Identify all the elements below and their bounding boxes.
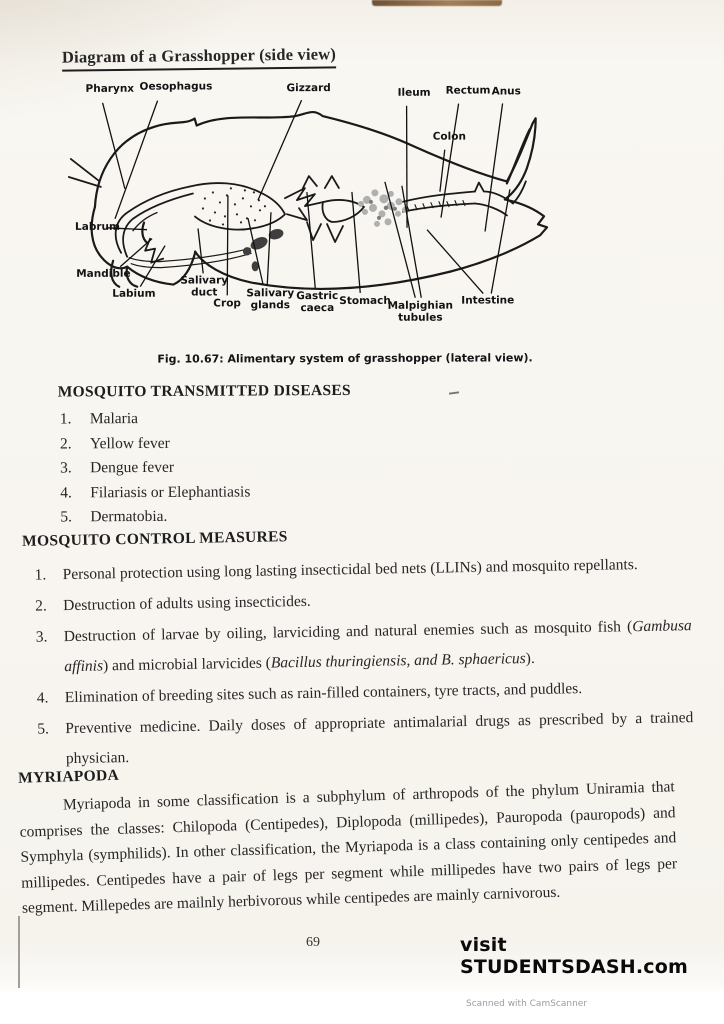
list-item [35,611,692,682]
section-control-measures [22,521,694,776]
label-labium: Labium [112,287,156,300]
list-item [58,405,618,432]
list-item [58,478,618,505]
label-rectum: Rectum [445,84,491,97]
item-text: Destruction of adults using insecticides. [63,592,311,615]
item-text: Dengue fever [90,458,175,477]
item-number: 4. [36,689,49,707]
label-anus: Anus [491,85,521,98]
control-list [34,549,694,774]
item-number: 4. [60,483,72,501]
item-number: 3. [60,459,72,477]
myriapoda-heading: MYRIAPODA [17,766,120,787]
item-number: 5. [37,720,50,738]
figure-title: Diagram of a Grasshopper (side view) [62,44,336,71]
label-intestine: Intestine [461,294,515,307]
item-text-mid: ) and microbial larvicides ( [102,654,272,675]
label-gizzard: Gizzard [286,82,331,95]
item-text-italic: Gambusa affinis [64,617,692,676]
item-text: Elimination of breeding sites such as rain-filled containers, tyre tracts, and puddles. [64,680,583,707]
item-text: Dermatobia. [90,507,168,526]
item-number: 1. [59,410,72,428]
camscanner-credit: Scanned with CamScanner [466,999,588,1009]
leader-lines [103,99,511,298]
item-text-pre: Destruction of larvae by oiling, larviciding and natural enemies such as mosquito fish ( [63,618,633,646]
item-number: 2. [59,434,72,452]
grasshopper-figure [55,79,631,359]
studentsdash-watermark: visit STUDENTSDASH.com [460,934,688,978]
label-labrum: Labrum [75,220,120,233]
label-mandible: Mandible [76,267,131,280]
item-number: 2. [35,597,47,615]
item-text: Personal protection using long lasting insecticidal bed nets (LLINs) and mosquito repellants. [62,556,638,584]
section-diseases [58,381,619,530]
scan-edge-artifact [372,0,502,6]
label-stomach: Stomach [339,294,391,308]
item-text: Malaria [89,410,139,428]
label-pharynx: Pharynx [85,82,135,95]
grasshopper-drawing [55,79,631,359]
label-salivary-glands: Salivary glands [246,287,295,311]
label-malpighian-tubules: Malpighian tubules [387,299,454,324]
list-item [58,454,618,481]
item-number: 1. [34,566,47,584]
label-ileum: Ileum [397,86,431,99]
diseases-heading: MOSQUITO TRANSMITTED DISEASES [57,381,351,401]
item-text: Yellow fever [89,434,170,452]
figure-caption: Fig. 10.67: Alimentary system of grasshopper (lateral view). [157,351,533,366]
label-gastric-caeca: Gastric caeca [296,290,339,314]
myriapoda-paragraph: Myriapoda in some classification is a subphylum of arthropods of the phylum Uniramia that comprises the classes: Chilopoda (Centipedes), Diplopoda (millipedes), Pauropoda (pauropods) and Symphyla (symphilids). In other classification, the Myriapoda is a class containing only centipedes and millipedes. Centipedes have a pair of legs per segment while millipedes have two pairs of legs per segment. Millepedes are mailnly herbivorous while centipedes are mainly carnivorous. [19,778,678,917]
label-colon: Colon [432,130,466,143]
list-item [58,429,618,456]
item-text: Filariasis or Elephantiasis [90,482,251,501]
label-salivary-duct: Salivary duct [180,274,229,299]
control-heading: MOSQUITO CONTROL MEASURES [21,528,288,550]
malpighian-tubules-cluster [358,189,408,227]
item-text-post: ). [525,649,535,668]
page-number: 69 [306,935,320,950]
salivary-glands-blobs [243,227,285,271]
label-crop: Crop [213,297,241,310]
item-number: 3. [35,628,48,646]
item-text: Preventive medicine. Daily doses of appropriate antimalarial drugs as prescribed by a trained physician. [65,709,694,768]
item-text-italic: Bacillus thuringiensis, and B. sphaericus [270,650,526,672]
page-edge-line [18,916,20,988]
label-oesophagus: Oesophagus [139,80,213,93]
item-number: 5. [60,508,72,526]
section-myriapoda [18,750,678,921]
